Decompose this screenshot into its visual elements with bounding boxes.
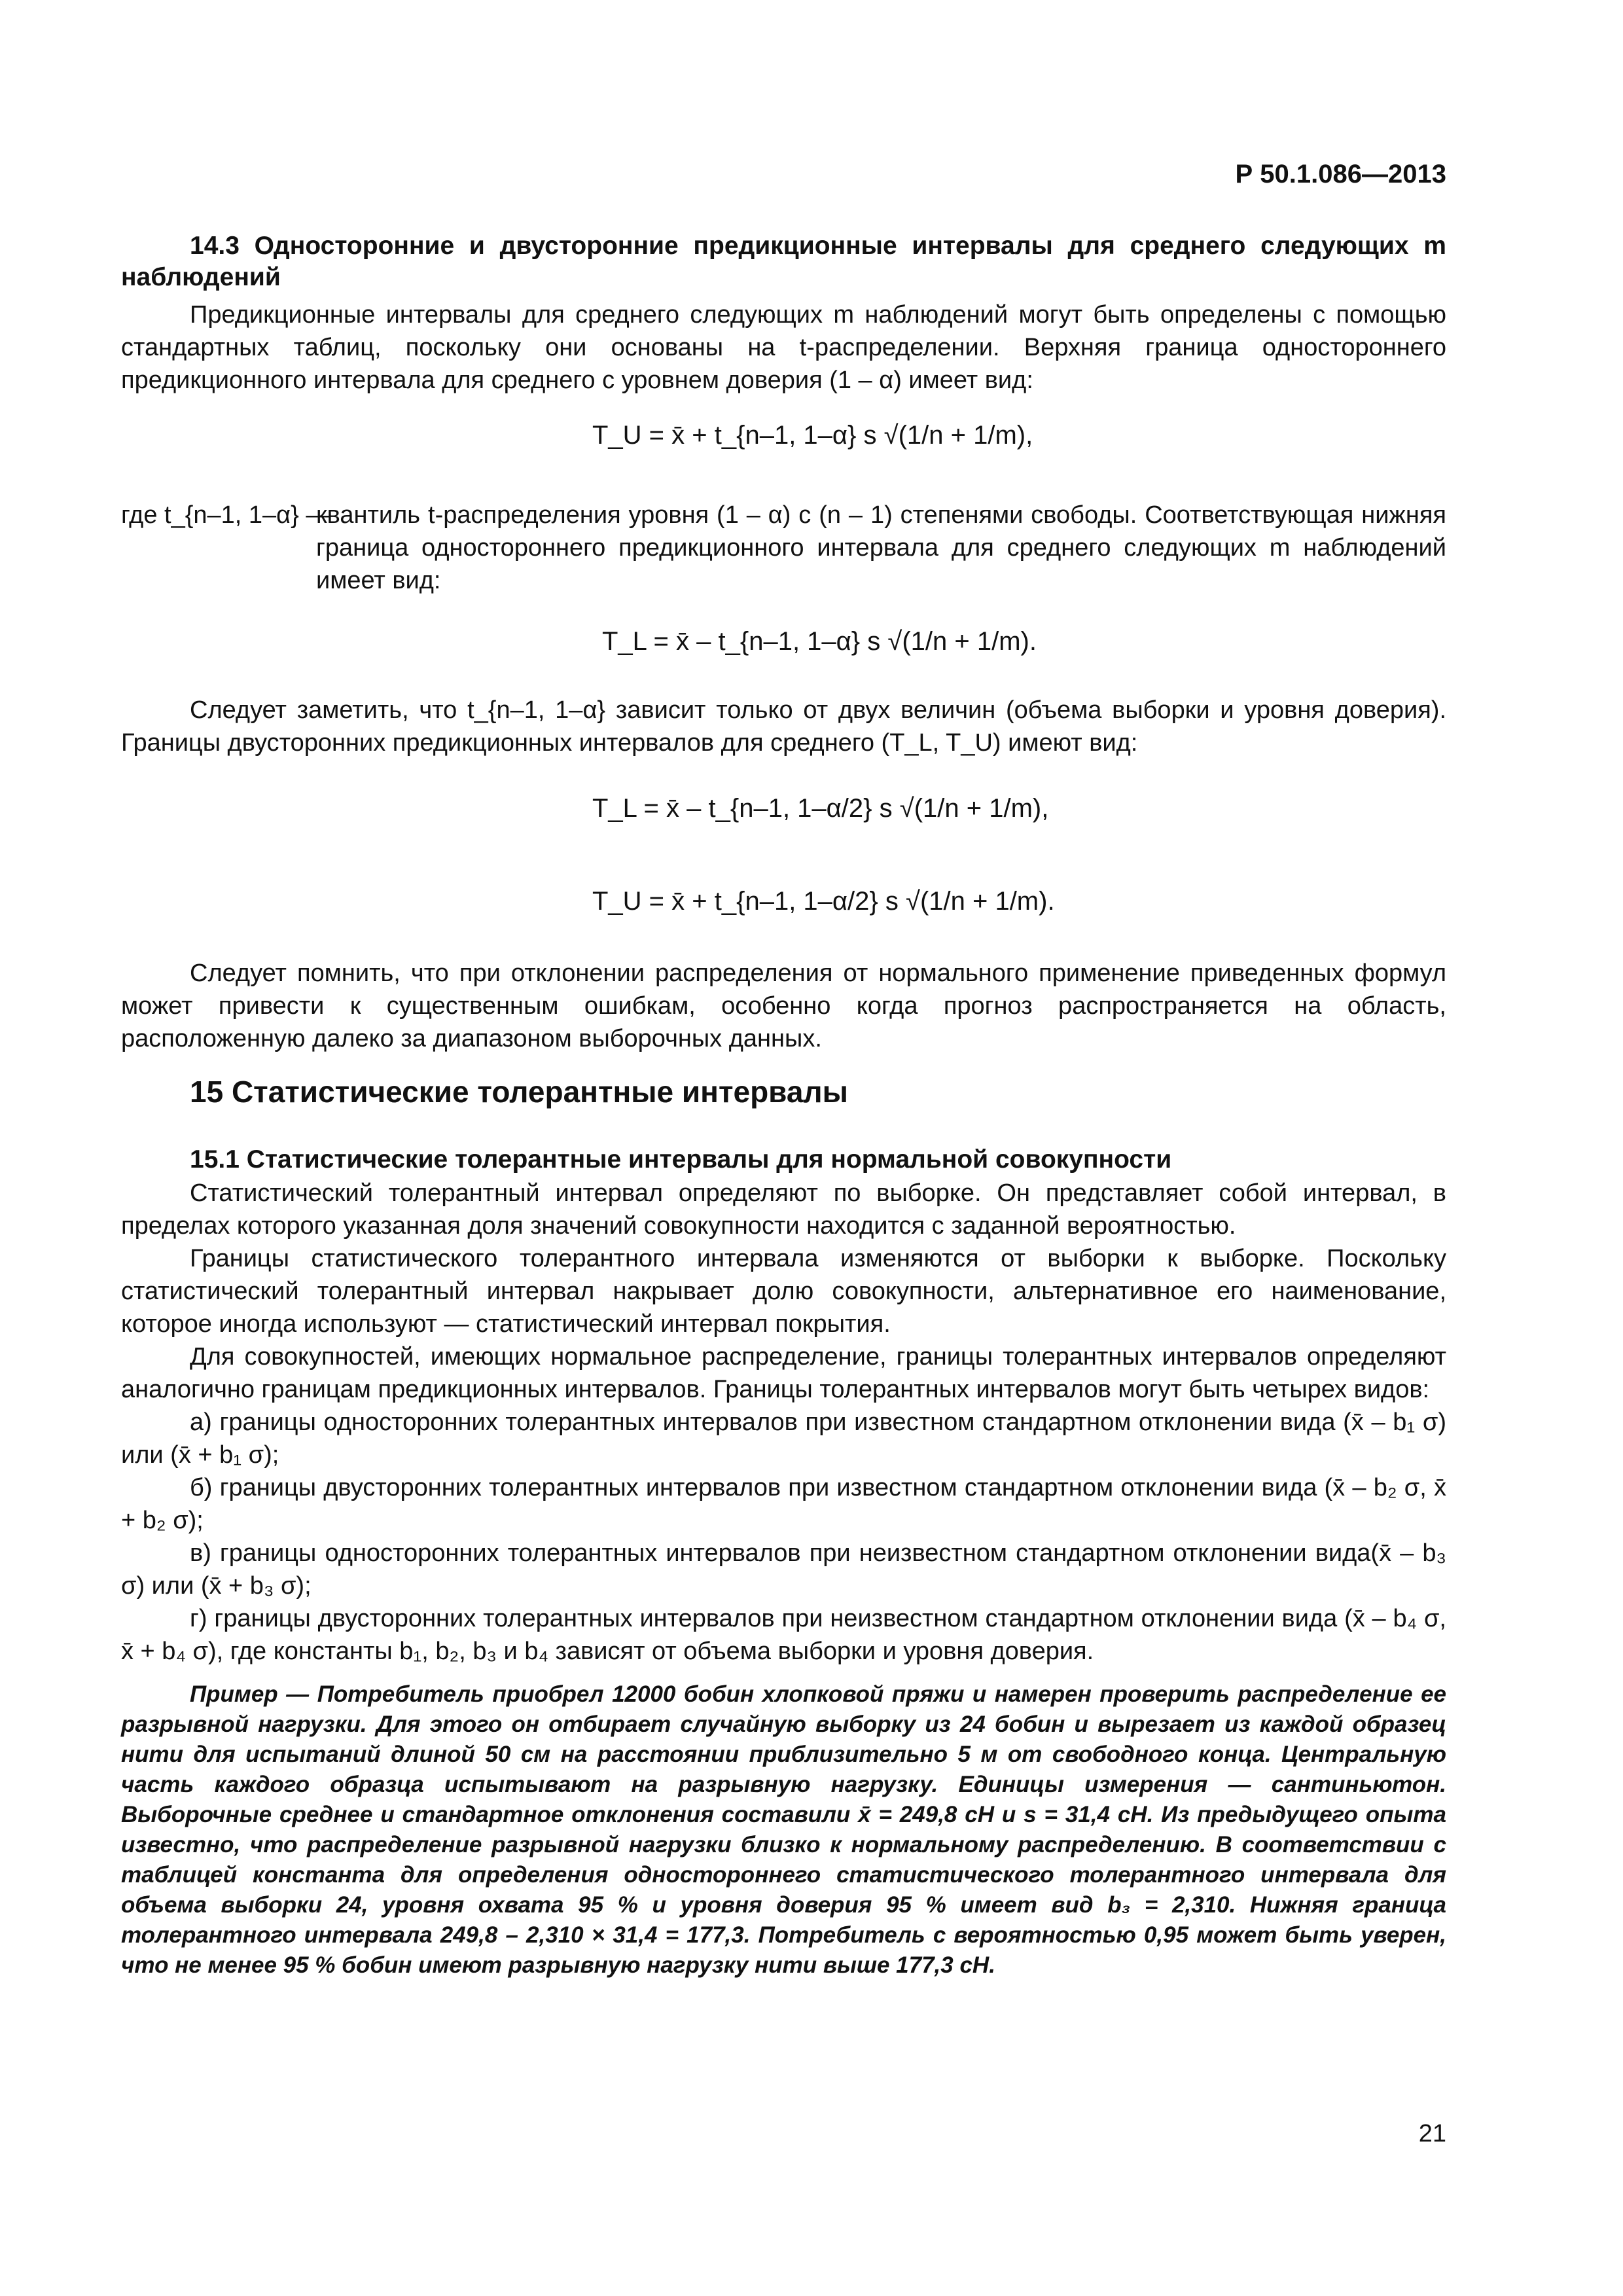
formula-upper-one-sided: T_U = x̄ + t_{n–1, 1–α} s √(1/n + 1/m),: [592, 421, 1033, 450]
section-15-heading: 15 Статистические толерантные интервалы: [190, 1075, 848, 1109]
section-15-1-paragraph-3: Для совокупностей, имеющих нормальное распределение, границы толерантных интервалов определяют аналогично границам предикционных интервалов. Границы толерантных интервалов могут быть четырех видов:: [121, 1343, 1446, 1403]
formula-lower-one-sided: T_L = x̄ – t_{n–1, 1–α} s √(1/n + 1/m).: [602, 627, 1037, 656]
section-14-3-heading: 14.3 Односторонние и двусторонние предикционные интервалы для среднего следующих m наблюдений: [121, 232, 1446, 291]
section-15-1-paragraph-2: Границы статистического толерантного интервала изменяются от выборки к выборке. Поскольку статистический толерантный интервал накрывает долю совокупности, альтернативное его наименование, которое иногда используют — статистический интервал покрытия.: [121, 1245, 1446, 1338]
where-clause: [121, 499, 1446, 597]
section-14-3: [121, 230, 1446, 397]
list-item-c: в) границы односторонних толерантных интервалов при неизвестном стандартном отклонении вида(x̄ – b₃ σ) или (x̄ + b₃ σ);: [121, 1539, 1446, 1600]
section-14-3-paragraph-1: Предикционные интервалы для среднего следующих m наблюдений могут быть определены с помощью стандартных таблиц, поскольку они основаны на t-распределении. Верхняя граница одностороннего предикционного интервала для среднего с уровнем доверия (1 – α) имеет вид:: [121, 301, 1446, 394]
section-15: [121, 1073, 1446, 1981]
section-14-3-paragraph-3: Следует помнить, что при отклонении распределения от нормального применение приведенных формул может привести к существенным ошибкам, особенно когда прогноз распространяется на область, расположенную далеко за диапазоном выборочных данных.: [121, 960, 1446, 1052]
where-text: квантиль t-распределения уровня (1 – α) с (n – 1) степенями свободы. Соответствующая нижняя граница одностороннего предикционного интервала для среднего следующих m наблюдений имеет вид:: [316, 501, 1446, 594]
list-item-b: б) границы двусторонних толерантных интервалов при известном стандартном отклонении вида (x̄ – b₂ σ, x̄ + b₂ σ);: [121, 1474, 1446, 1534]
section-15-1-heading: 15.1 Статистические толерантные интервалы для нормальной совокупности: [190, 1145, 1172, 1174]
where-label: где t_{n–1, 1–α} —: [121, 501, 331, 529]
list-item-a: а) границы односторонних толерантных интервалов при известном стандартном отклонении вида (x̄ – b₁ σ) или (x̄ + b₁ σ);: [121, 1408, 1446, 1469]
list-item-d: г) границы двусторонних толерантных интервалов при неизвестном стандартном отклонении вида (x̄ – b₄ σ, x̄ + b₄ σ), где константы b₁, b₂, b₃ и b₄ зависят от объема выборки и уровня доверия.: [121, 1605, 1446, 1665]
section-14-3-paragraph-2-block: [121, 694, 1446, 759]
formula-lower-two-sided: T_L = x̄ – t_{n–1, 1–α/2} s √(1/n + 1/m),: [592, 794, 1049, 823]
example-paragraph: Пример — Потребитель приобрел 12000 бобин хлопковой пряжи и намерен проверить распределение ее разрывной нагрузки. Для этого он отбирает случайную выборку из 24 бобин и вырезает из каждой образец нити для испытаний длиной 50 см на расстоянии приблизительно 5 м от свободного конца. Центральную часть каждого образца испытывают на разрывную нагрузку. Единицы измерения — сантиньютон. Выборочные среднее и стандартное отклонения составили x̄ = 249,8 сН и s = 31,4 сН. Из предыдущего опыта известно, что распределение разрывной нагрузки близко к нормальному распределению. В соответствии с таблицей константа для определения одностороннего статистического толерантного интервала для объема выборки 24, уровня охвата 95 % и уровня доверия 95 % имеет вид b₃ = 2,310. Нижняя граница толерантного интервала 249,8 – 2,310 × 31,4 = 177,3. Потребитель с вероятностью 0,95 может быть уверен, что не менее 95 % бобин имеют разрывную нагрузку нити выше 177,3 сН.: [121, 1681, 1446, 1978]
document-number: Р 50.1.086—2013: [1235, 160, 1446, 188]
section-14-3-paragraph-2: Следует заметить, что t_{n–1, 1–α} зависит только от двух величин (объема выборки и уровня доверия). Границы двусторонних предикционных интервалов для среднего (T_L, T_U) имеют вид:: [121, 696, 1446, 757]
section-15-1-paragraph-1: Статистический толерантный интервал определяют по выборке. Он представляет собой интервал, в пределах которого указанная доля значений совокупности находится с заданной вероятностью.: [121, 1179, 1446, 1240]
section-14-3-paragraph-3-block: [121, 957, 1446, 1055]
formula-upper-two-sided: T_U = x̄ + t_{n–1, 1–α/2} s √(1/n + 1/m).: [592, 887, 1055, 916]
page-number: 21: [1418, 2120, 1446, 2147]
